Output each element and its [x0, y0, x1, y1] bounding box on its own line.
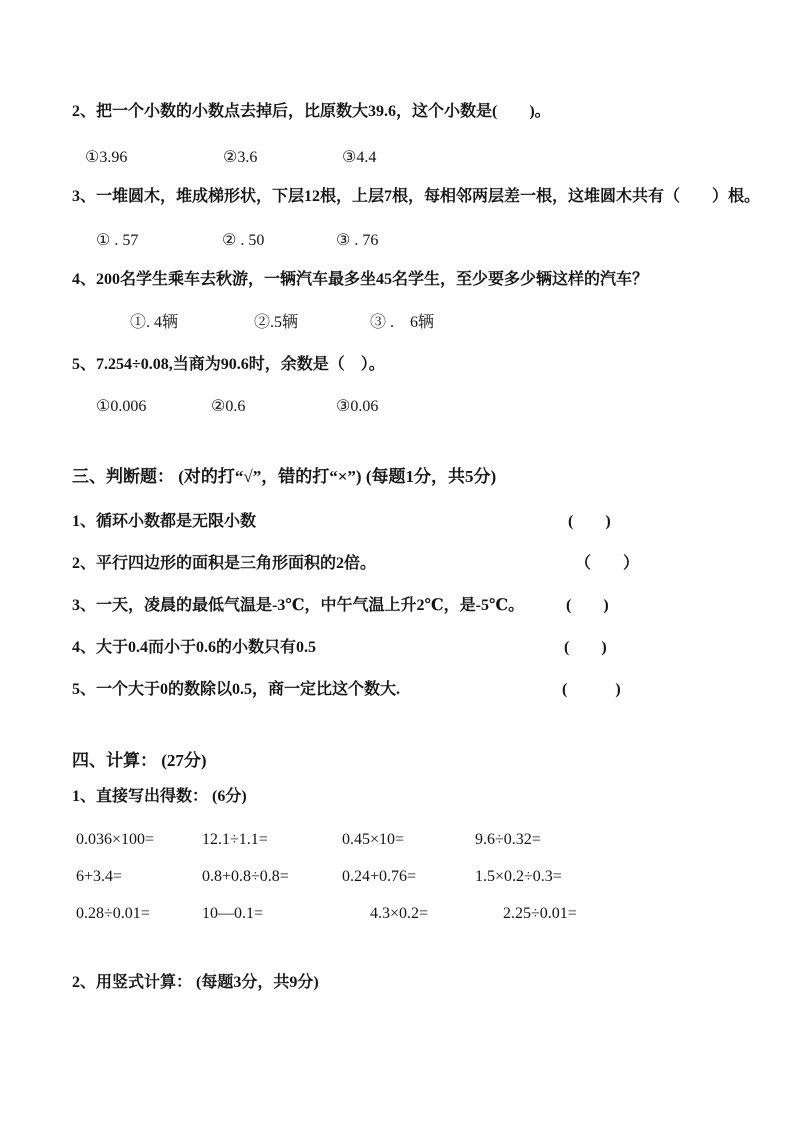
- calc-expression: 0.24+0.76=: [342, 868, 417, 885]
- calc-section-header: 四、计算： (27分): [72, 751, 207, 770]
- question-4-option-2: ②.5辆: [254, 314, 299, 331]
- question-5-option-1: ①0.006: [96, 398, 147, 415]
- calc-expression: 6+3.4=: [76, 868, 123, 885]
- judgment-item-3-text: 3、一天，凌晨的最低气温是-3℃，中午气温上升2℃，是-5℃。: [72, 597, 525, 614]
- judgment-item-4: [0, 639, 793, 657]
- calc-expression: 0.8+0.8÷0.8=: [202, 868, 289, 885]
- question-2-options: [0, 149, 793, 167]
- calc-expression: 9.6÷0.32=: [475, 831, 541, 848]
- judgment-item-1-text: 1、循环小数都是无限小数: [72, 513, 257, 530]
- calc-row-3: [0, 905, 793, 923]
- calc-row-2: [0, 868, 793, 886]
- question-2-option-2: ②3.6: [223, 149, 258, 166]
- judgment-item-4-answer-blank: ( ): [564, 639, 607, 656]
- calc-expression: 4.3×0.2=: [370, 905, 429, 922]
- question-2-option-3: ③4.4: [342, 149, 377, 166]
- calc-expression: 10—0.1=: [202, 905, 264, 922]
- calc-sub-header-1: 1、直接写出得数： (6分): [72, 788, 247, 805]
- judgment-item-1: [0, 513, 793, 531]
- question-2: 2、把一个小数的小数点去掉后，比原数大39.6，这个小数是( )。: [72, 103, 551, 120]
- judgment-item-5-answer-blank: ( ): [562, 681, 621, 698]
- judgment-item-2-answer-blank: （ ）: [575, 555, 640, 572]
- calc-sub-header-2: 2、用竖式计算： (每题3分，共9分): [72, 974, 319, 991]
- judgment-item-5: [0, 681, 793, 699]
- calc-row-1: [0, 831, 793, 849]
- calc-expression: 0.28÷0.01=: [76, 905, 150, 922]
- judgment-item-3: [0, 597, 793, 615]
- question-5: 5、7.254÷0.08,当商为90.6时，余数是（ ）。: [72, 356, 385, 373]
- question-4: 4、200名学生乘车去秋游，一辆汽车最多坐45名学生，至少要多少辆这样的汽车？: [72, 271, 649, 288]
- judgment-item-3-answer-blank: ( ): [566, 597, 609, 614]
- question-3-option-2: ② . 50: [222, 232, 265, 249]
- calc-expression: 0.036×100=: [76, 831, 155, 848]
- question-2-option-1: ①3.96: [85, 149, 128, 166]
- calc-expression: 0.45×10=: [342, 831, 405, 848]
- question-5-options: [0, 398, 793, 416]
- question-3-options: [0, 232, 793, 250]
- question-3-option-1: ① . 57: [96, 232, 139, 249]
- question-5-option-3: ③0.06: [336, 398, 379, 415]
- judgment-item-4-text: 4、大于0.4而小于0.6的小数只有0.5: [72, 639, 317, 656]
- question-5-option-2: ②0.6: [211, 398, 246, 415]
- question-4-option-1: ①. 4辆: [130, 314, 179, 331]
- calc-expression: 12.1÷1.1=: [202, 831, 268, 848]
- calc-expression: 1.5×0.2÷0.3=: [475, 868, 562, 885]
- question-4-option-3: ③ . 6辆: [370, 314, 435, 331]
- judgment-item-2-text: 2、平行四边形的面积是三角形面积的2倍。: [72, 555, 377, 572]
- judgment-item-1-answer-blank: ( ): [568, 513, 611, 530]
- question-4-options: [0, 314, 793, 332]
- calc-expression: 2.25÷0.01=: [503, 905, 577, 922]
- judgment-section-header: 三、判断题： (对的打“√”，错的打“×”) (每题1分，共5分): [72, 467, 497, 486]
- judgment-item-2: [0, 555, 793, 573]
- question-3-option-3: ③ . 76: [336, 232, 379, 249]
- question-3: 3、一堆圆木，堆成梯形状，下层12根，上层7根，每相邻两层差一根，这堆圆木共有（ ）根。: [72, 188, 761, 205]
- judgment-item-5-text: 5、一个大于0的数除以0.5，商一定比这个数大.: [72, 681, 401, 698]
